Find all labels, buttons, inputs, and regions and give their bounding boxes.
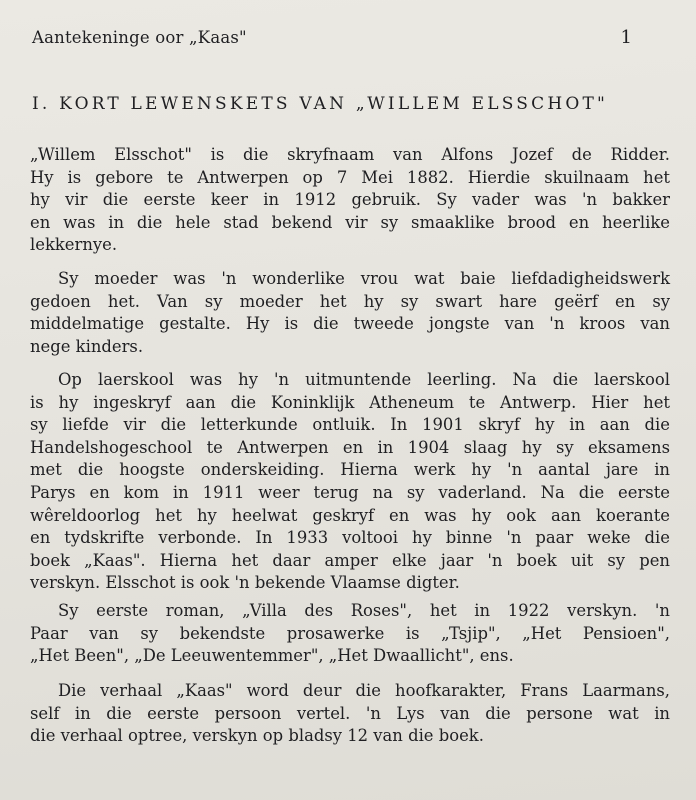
paragraph-5 — [30, 680, 670, 748]
text-line: is hy ingeskryf aan die Koninklijk Atheneum te Antwerp. Hier het — [30, 392, 670, 412]
text-line: Paar van sy bekendste prosawerke is „Tsjip", „Het Pensioen", — [30, 623, 670, 643]
text-line: nege kinders. — [30, 336, 144, 356]
text-line: wêreldoorlog het hy heelwat geskryf en was hy ook aan koerante — [30, 505, 670, 525]
text-line: boek „Kaas". Hierna het daar amper elke jaar 'n boek uit sy pen — [30, 550, 670, 570]
text-line: Op laerskool was hy 'n uitmuntende leerling. Na die laerskool — [58, 370, 670, 389]
text-line: met die hoogste onderskeiding. Hierna werk hy 'n aantal jare in — [30, 460, 670, 480]
text-line: lekkernye. — [30, 235, 118, 255]
text-line: Handelshogeschool te Antwerpen en in 1904 slaag hy sy eksamens — [30, 437, 670, 457]
text-line: hy vir die eerste keer in 1912 gebruik. Sy vader was 'n bakker — [30, 190, 670, 210]
text-line: en tydskrifte verbonde. In 1933 voltooi hy binne 'n paar weke die — [30, 528, 670, 548]
text-line: Hy is gebore te Antwerpen op 7 Mei 1882. Hierdie skuilnaam het — [30, 167, 670, 187]
text-line: Die verhaal „Kaas" word deur die hoofkarakter, Frans Laarmans, — [58, 681, 670, 700]
text-line: die verhaal optree, verskyn op bladsy 12 van die boek. — [30, 726, 484, 746]
paragraph-2 — [30, 268, 670, 358]
paragraph-3 — [30, 369, 670, 595]
text-line: middelmatige gestalte. Hy is die tweede jongste van 'n kroos van — [30, 314, 670, 334]
section-heading: I. KORT LEWENSKETS VAN „WILLEM ELSSCHOT" — [32, 94, 609, 114]
paragraph-4 — [30, 600, 670, 668]
text-line: Sy moeder was 'n wonderlike vrou wat baie liefdadigheidswerk — [58, 269, 670, 288]
paragraph-1 — [30, 144, 670, 257]
running-header-title: Aantekeninge oor „Kaas" — [32, 28, 247, 47]
text-line: sy liefde vir die letterkunde ontluik. In 1901 skryf hy in aan die — [30, 415, 670, 435]
text-line: Sy eerste roman, „Villa des Roses", het in 1922 verskyn. 'n — [58, 601, 670, 620]
text-line: Parys en kom in 1911 weer terug na sy vaderland. Na die eerste — [30, 482, 670, 502]
text-line: gedoen het. Van sy moeder het hy sy swart hare geërf en sy — [30, 291, 670, 311]
page-number: 1 — [620, 27, 632, 48]
text-line: „Willem Elsschot" is die skryfnaam van Alfons Jozef de Ridder. — [30, 145, 670, 164]
text-line: „Het Been", „De Leeuwentemmer", „Het Dwaallicht", ens. — [30, 646, 514, 666]
text-line: en was in die hele stad bekend vir sy smaaklike brood en heerlike — [30, 212, 670, 232]
text-line: verskyn. Elsschot is ook 'n bekende Vlaamse digter. — [30, 573, 460, 593]
text-line: self in die eerste persoon vertel. 'n Lys van die persone wat in — [30, 703, 670, 723]
